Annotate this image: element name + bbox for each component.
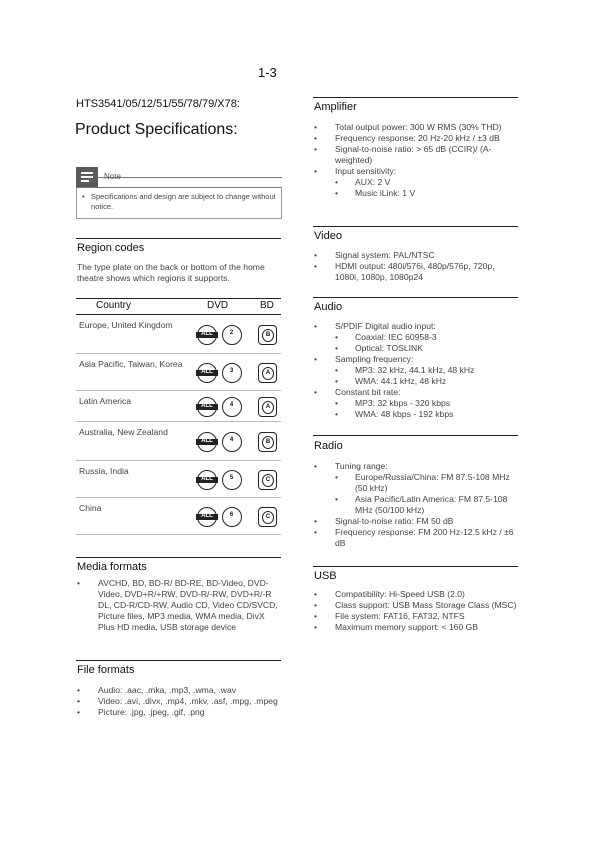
region-codes-intro: The type plate on the back or bottom of the home theatre shows which regions it supports. bbox=[77, 262, 265, 283]
input-sensitivity-list bbox=[335, 177, 518, 199]
dvd-region-icon bbox=[222, 325, 242, 345]
radio-title: Radio bbox=[314, 440, 343, 452]
bd-code-label: B bbox=[262, 436, 274, 449]
sampling-label: Sampling frequency: bbox=[335, 354, 414, 364]
region-code-label: 2 bbox=[229, 330, 234, 336]
media-formats-rule bbox=[76, 557, 281, 558]
dvd-region-icon bbox=[222, 363, 242, 383]
region-country: Russia, India bbox=[79, 466, 129, 476]
region-country: Asia Pacific, Taiwan, Korea bbox=[79, 359, 183, 369]
bd-code-label: A bbox=[262, 367, 274, 380]
region-all-icon bbox=[197, 507, 217, 527]
bd-code-label: A bbox=[262, 401, 274, 414]
list-item: • Signal-to-noise ratio: FM 50 dB bbox=[314, 516, 518, 527]
dvd-region-icon bbox=[222, 507, 242, 527]
list-item bbox=[314, 166, 518, 199]
video-list bbox=[314, 250, 518, 283]
bd-region-icon bbox=[258, 507, 277, 527]
amplifier-rule bbox=[313, 97, 518, 98]
video-rule bbox=[313, 226, 518, 227]
note-box bbox=[76, 167, 282, 219]
region-all-icon bbox=[197, 432, 217, 452]
region-code-label: ALL bbox=[201, 513, 213, 519]
list-item: • WMA: 48 kbps - 192 kbps bbox=[335, 409, 518, 420]
region-codes-title: Region codes bbox=[77, 242, 145, 254]
radio-rule bbox=[313, 435, 518, 436]
dvd-region-icon bbox=[222, 397, 242, 417]
audio-rule bbox=[313, 297, 518, 298]
region-code-label: ALL bbox=[201, 403, 213, 409]
bd-region-icon bbox=[258, 397, 277, 417]
spdif-label: S/PDIF Digital audio input: bbox=[335, 321, 436, 331]
region-table bbox=[76, 298, 281, 535]
region-rows bbox=[76, 315, 281, 535]
radio-list bbox=[314, 461, 518, 549]
region-row bbox=[76, 461, 281, 498]
dvd-region-icon bbox=[222, 432, 242, 452]
bd-code-label: B bbox=[262, 329, 274, 342]
list-item: • HDMI output: 480i/576i, 480p/576p, 720p, 1080i, 1080p, 1080p24 bbox=[314, 261, 518, 283]
video-title: Video bbox=[314, 230, 342, 242]
region-row bbox=[76, 498, 281, 535]
audio-title: Audio bbox=[314, 301, 343, 313]
region-code-label: ALL bbox=[201, 438, 213, 444]
usb-title: USB bbox=[314, 570, 337, 582]
list-item: • Signal system: PAL/NTSC bbox=[314, 250, 518, 261]
list-item: • MP3: 32 kbps - 320 kbps bbox=[335, 398, 518, 409]
region-country: Australia, New Zealand bbox=[79, 427, 168, 437]
tuning-label: Tuning range: bbox=[335, 461, 388, 471]
amplifier-list bbox=[314, 122, 518, 199]
list-item: • Maximum memory support: < 160 GB bbox=[314, 622, 518, 633]
list-item: • Signal-to-noise ratio: > 65 dB (CCIR)/ (A-weighted) bbox=[314, 144, 518, 166]
bd-region-icon bbox=[258, 363, 277, 383]
bd-code-label: C bbox=[262, 474, 274, 487]
list-item: • Coaxial: IEC 60958-3 bbox=[335, 332, 518, 343]
header-bd: BD bbox=[260, 300, 274, 311]
region-row bbox=[76, 391, 281, 422]
region-table-header bbox=[76, 298, 281, 315]
region-row bbox=[76, 354, 281, 391]
region-code-label: 5 bbox=[229, 475, 234, 481]
list-item: • Frequency response: 20 Hz-20 kHz / ±3 dB bbox=[314, 133, 518, 144]
bd-region-icon bbox=[258, 470, 277, 490]
region-code-label: ALL bbox=[201, 369, 213, 375]
region-code-label: 4 bbox=[229, 437, 234, 443]
media-formats-list bbox=[77, 578, 278, 633]
list-item bbox=[314, 387, 518, 420]
sampling-list bbox=[335, 365, 518, 387]
list-item: • File system: FAT16, FAT32, NTFS bbox=[314, 611, 518, 622]
note-icon bbox=[76, 167, 98, 187]
bd-region-icon bbox=[258, 325, 277, 345]
list-item bbox=[314, 461, 518, 516]
region-code-label: ALL bbox=[201, 476, 213, 482]
list-item: • Class support: USB Mass Storage Class (MSC) bbox=[314, 600, 518, 611]
list-item: • Frequency response: FM 200 Hz-12.5 kHz / ±6 dB bbox=[314, 527, 518, 549]
region-row bbox=[76, 315, 281, 354]
usb-rule bbox=[313, 566, 518, 567]
list-item: • Optical: TOSLINK bbox=[335, 343, 518, 354]
note-label: Note bbox=[104, 172, 121, 181]
region-all-icon bbox=[197, 470, 217, 490]
file-formats-title: File formats bbox=[77, 664, 135, 676]
header-dvd: DVD bbox=[207, 300, 229, 311]
header-country: Country bbox=[96, 300, 132, 311]
list-item: • WMA: 44.1 kHz, 48 kHz bbox=[335, 376, 518, 387]
page-number: 1-3 bbox=[258, 65, 277, 80]
page-title: Product Specifications: bbox=[75, 121, 238, 138]
list-item: • Europe/Russia/China: FM 87.5-108 MHz (50 kHz) bbox=[335, 472, 518, 494]
region-code-label: 6 bbox=[229, 512, 234, 518]
note-header-line bbox=[98, 177, 282, 178]
list-item: • AUX: 2 V bbox=[335, 177, 518, 188]
dvd-region-icon bbox=[222, 470, 242, 490]
media-formats-title: Media formats bbox=[77, 561, 147, 573]
bitrate-list bbox=[335, 398, 518, 420]
list-item bbox=[314, 321, 518, 354]
region-row bbox=[76, 422, 281, 461]
list-item bbox=[314, 354, 518, 387]
region-all-icon bbox=[197, 397, 217, 417]
region-country: Latin America bbox=[79, 396, 132, 406]
region-country: China bbox=[79, 503, 102, 513]
region-codes-rule bbox=[76, 238, 281, 239]
bd-region-icon bbox=[258, 432, 277, 452]
region-code-label: 4 bbox=[229, 402, 234, 408]
model-line: HTS3541/05/12/51/55/78/79/X78: bbox=[76, 98, 240, 110]
list-item: • Picture: .jpg, .jpeg, .gif, .png bbox=[77, 707, 287, 718]
list-item: • Music iLink: 1 V bbox=[335, 188, 518, 199]
list-item: • Audio: .aac, .mka, .mp3, .wma, .wav bbox=[77, 685, 287, 696]
amplifier-title: Amplifier bbox=[314, 101, 357, 113]
region-code-label: ALL bbox=[201, 331, 213, 337]
bd-code-label: C bbox=[262, 511, 274, 524]
usb-list bbox=[314, 589, 518, 633]
region-country: Europe, United Kingdom bbox=[79, 320, 173, 330]
spdif-list bbox=[335, 332, 518, 354]
region-all-icon bbox=[197, 325, 217, 345]
region-code-label: 3 bbox=[229, 368, 234, 374]
list-item: • Compatibility: Hi-Speed USB (2.0) bbox=[314, 589, 518, 600]
list-item: • Asia Pacific/Latin America: FM 87.5-108 MHz (50/100 kHz) bbox=[335, 494, 518, 516]
list-item: • MP3: 32 kHz, 44.1 kHz, 48 kHz bbox=[335, 365, 518, 376]
note-body bbox=[76, 187, 282, 219]
bitrate-label: Constant bit rate: bbox=[335, 387, 401, 397]
tuning-list bbox=[335, 472, 518, 516]
input-sensitivity-label: Input sensitivity: bbox=[335, 166, 397, 176]
audio-list bbox=[314, 321, 518, 420]
list-item: • Video: .avi, .divx, .mp4, .mkv, .asf, .mpg, .mpeg bbox=[77, 696, 287, 707]
file-formats-list bbox=[77, 685, 287, 718]
file-formats-rule bbox=[76, 660, 281, 661]
note-text: • Specifications and design are subject to change without notice. bbox=[82, 192, 277, 212]
list-item: • AVCHD, BD, BD-R/ BD-RE, BD-Video, DVD-Video, DVD+R/+RW, DVD-R/-RW, DVD+R/-R DL, CD-R/CD-RW, Audio CD, Video CD/SVCD, Picture files, MP3 media, WMA media, DivX Plus HD media, USB storage device bbox=[77, 578, 278, 633]
region-all-icon bbox=[197, 363, 217, 383]
list-item: • Total output power: 300 W RMS (30% THD) bbox=[314, 122, 518, 133]
